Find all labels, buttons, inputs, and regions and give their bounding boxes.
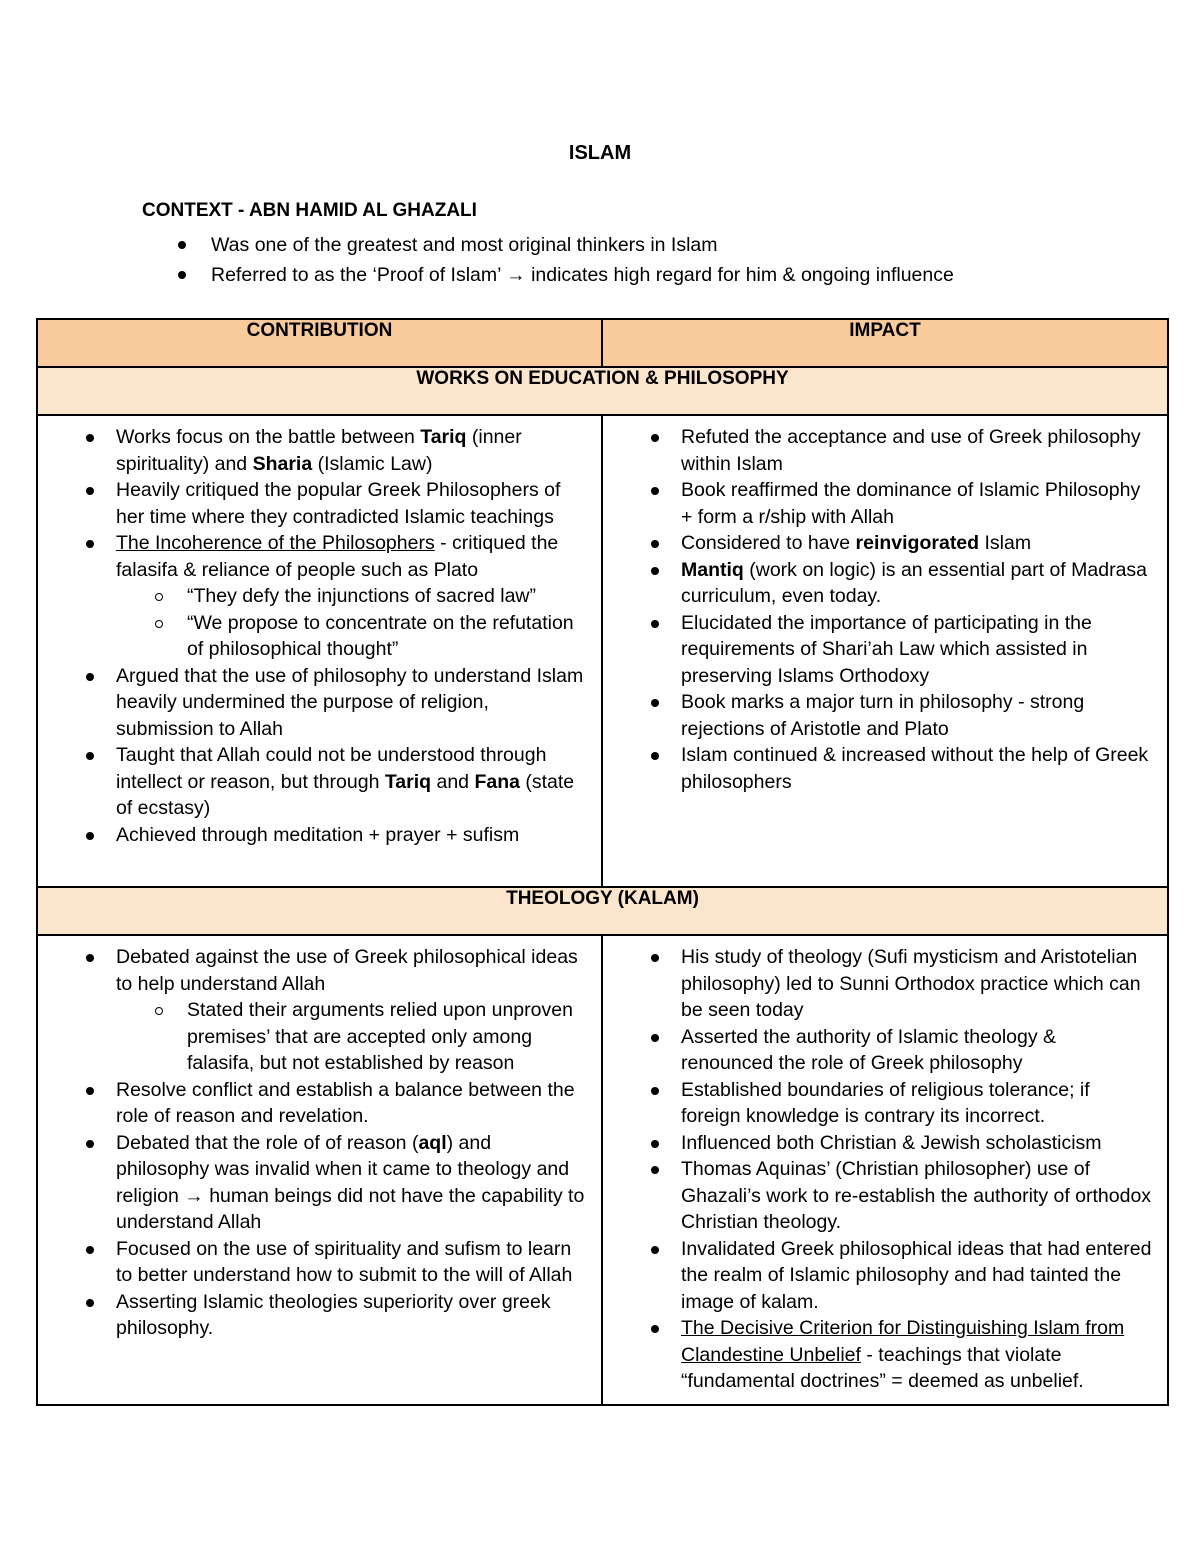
list-item: Resolve conflict and establish a balance between the role of reason and revelation. bbox=[38, 1077, 587, 1130]
list-item: Focused on the use of spirituality and sufism to learn to better understand how to submit to the will of Allah bbox=[38, 1236, 587, 1289]
list-item: Asserted the authority of Islamic theology & renounced the role of Greek philosophy bbox=[603, 1024, 1153, 1077]
table-row bbox=[37, 935, 1168, 1405]
page-title: ISLAM bbox=[568, 142, 632, 164]
table-header-row bbox=[37, 319, 1168, 367]
sub-list bbox=[116, 583, 587, 663]
header-impact: IMPACT bbox=[602, 319, 1168, 367]
contribution-list bbox=[38, 424, 587, 848]
sub-list-item: Stated their arguments relied upon unproven premises’ that are accepted only among falasifa, but not established by reason bbox=[38, 997, 587, 1077]
list-item: Achieved through meditation + prayer + sufism bbox=[38, 822, 587, 849]
list-item: Refuted the acceptance and use of Greek philosophy within Islam bbox=[603, 424, 1153, 477]
section-row bbox=[37, 367, 1168, 415]
contribution-list bbox=[38, 944, 587, 1342]
list-item: Elucidated the importance of participating in the requirements of Shari’ah Law which assisted in preserving Islams Orthodoxy bbox=[603, 610, 1153, 690]
context-heading: CONTEXT - ABN HAMID AL GHAZALI bbox=[142, 200, 477, 221]
list-item: Book reaffirmed the dominance of Islamic Philosophy + form a r/ship with Allah bbox=[603, 477, 1153, 530]
list-item: Debated against the use of Greek philosophical ideas to help understand Allah Stated their arguments relied upon unproven premises’ that are accepted only among falasifa, but not established by reason bbox=[38, 944, 587, 1077]
list-item: The Decisive Criterion for Distinguishing Islam from Clandestine Unbelief - teachings that violate “fundamental doctrines” = deemed as unbelief. bbox=[603, 1315, 1153, 1395]
contribution-impact-table bbox=[36, 318, 1169, 1406]
list-item: Islam continued & increased without the help of Greek philosophers bbox=[603, 742, 1153, 795]
impact-list bbox=[603, 944, 1153, 1395]
book-title: The Incoherence of the Philosophers bbox=[116, 532, 435, 554]
list-item: Invalidated Greek philosophical ideas that had entered the realm of Islamic philosophy and had tainted the image of kalam. bbox=[603, 1236, 1153, 1316]
section-title-theology: THEOLOGY (KALAM) bbox=[37, 887, 1168, 935]
book-title: The Decisive Criterion for Distinguishing Islam from Clandestine Unbelief bbox=[681, 1317, 1125, 1366]
context-section bbox=[142, 200, 1142, 290]
list-item: Asserting Islamic theologies superiority over greek philosophy. bbox=[38, 1289, 587, 1342]
list-item: Thomas Aquinas’ (Christian philosopher) use of Ghazali’s work to re-establish the authority of orthodox Christian theology. bbox=[603, 1156, 1153, 1236]
list-item: Considered to have reinvigorated Islam bbox=[603, 530, 1153, 557]
context-list bbox=[142, 230, 1142, 290]
section-title-education: WORKS ON EDUCATION & PHILOSOPHY bbox=[37, 367, 1168, 415]
contribution-cell bbox=[37, 415, 602, 887]
section-row bbox=[37, 887, 1168, 935]
context-bullet: Referred to as the ‘Proof of Islam’ → indicates high regard for him & ongoing influence bbox=[142, 260, 1142, 290]
list-item: Established boundaries of religious tolerance; if foreign knowledge is contrary its incorrect. bbox=[603, 1077, 1153, 1130]
impact-list bbox=[603, 424, 1153, 795]
impact-cell bbox=[602, 935, 1168, 1405]
contribution-cell bbox=[37, 935, 602, 1405]
impact-cell bbox=[602, 415, 1168, 887]
sub-list bbox=[116, 997, 587, 1077]
list-item: Book marks a major turn in philosophy - strong rejections of Aristotle and Plato bbox=[603, 689, 1153, 742]
table-row bbox=[37, 415, 1168, 887]
list-item: The Incoherence of the Philosophers - critiqued the falasifa & reliance of people such as Plato “They defy the injunctions of sacred law” “We propose to concentrate on the refutation of philosophical thought” bbox=[38, 530, 587, 663]
list-item: Debated that the role of of reason (aql) and philosophy was invalid when it came to theology and religion → human beings did not have the capability to understand Allah bbox=[38, 1130, 587, 1236]
list-item: Taught that Allah could not be understood through intellect or reason, but through Tariq and Fana (state of ecstasy) bbox=[38, 742, 587, 822]
header-contribution: CONTRIBUTION bbox=[37, 319, 602, 367]
list-item: Heavily critiqued the popular Greek Philosophers of her time where they contradicted Islamic teachings bbox=[38, 477, 587, 530]
list-item: His study of theology (Sufi mysticism and Aristotelian philosophy) led to Sunni Orthodox practice which can be seen today bbox=[603, 944, 1153, 1024]
context-bullet: Was one of the greatest and most original thinkers in Islam bbox=[142, 230, 1142, 260]
list-item: Influenced both Christian & Jewish scholasticism bbox=[603, 1130, 1153, 1157]
list-item: Argued that the use of philosophy to understand Islam heavily undermined the purpose of religion, submission to Allah bbox=[38, 663, 587, 743]
sub-list-item: “They defy the injunctions of sacred law” bbox=[38, 583, 587, 610]
sub-list-item: “We propose to concentrate on the refutation of philosophical thought” bbox=[38, 610, 587, 663]
list-item: Mantiq (work on logic) is an essential part of Madrasa curriculum, even today. bbox=[603, 557, 1153, 610]
list-item: Works focus on the battle between Tariq (inner spirituality) and Sharia (Islamic Law) bbox=[38, 424, 587, 477]
